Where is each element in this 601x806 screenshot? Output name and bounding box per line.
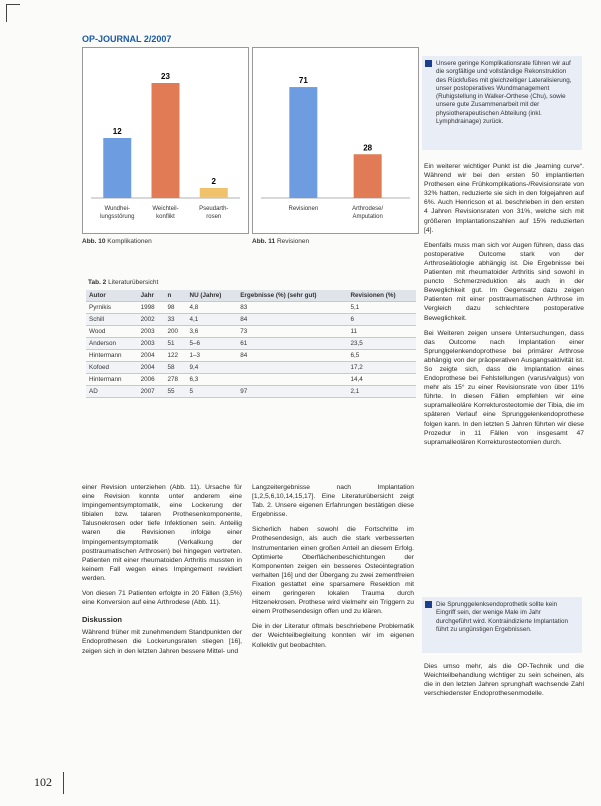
table-cell: 61 (237, 338, 347, 350)
category-label: Pseudarth- (199, 206, 229, 212)
table-cell (237, 374, 347, 386)
chart-revisions-svg (253, 48, 418, 233)
table-row (86, 302, 416, 314)
table-row (86, 338, 416, 350)
bar-value-label: 2 (211, 177, 216, 186)
table-cell: 3,6 (187, 326, 238, 338)
table-cell: Hintermann (86, 350, 138, 362)
category-label: konflikt (156, 214, 175, 220)
paragraph: Ein weiterer wichtiger Punkt ist die „learning curve“. Während wir bei den ersten 50 implantierten Prothesen eine Frühkomplikations-/Revisionsrate von 32% hatten, reduzierte sie sich in den folgejahren auf 6%. Auch Henricson et al. beschrieben in den ersten 4 Jahren Revisionsraten von 31%, welche sich mit größeren Implantationszahlen auf 15% reduzierten [4]. (424, 163, 584, 234)
table-cell: 84 (237, 314, 347, 326)
table-cell: 2,1 (347, 386, 416, 398)
bar (152, 83, 180, 198)
table-cell: 5 (187, 386, 238, 398)
table-row (86, 326, 416, 338)
table-cell: AD (86, 386, 138, 398)
category-label: rosen (206, 214, 222, 220)
table-cell: 200 (164, 326, 186, 338)
paragraph: Während früher mit zunehmendem Standpunkten der Endoprothesen die Lockerungsraten stiegen [16], zeigen sich in den letzten Jahren bessere Mittel- und (82, 629, 242, 655)
page-rule (63, 772, 64, 794)
table-cell: 6,5 (347, 350, 416, 362)
paragraph: Von diesen 71 Patienten erfolgte in 20 Fällen (3,5%) eine Konversion auf eine Arthrodese (Abb. 11). (82, 590, 242, 607)
table-cell: 23,5 (347, 338, 416, 350)
chart-complications-svg (83, 48, 248, 233)
note-square-icon (425, 601, 432, 608)
sidebar-note (422, 56, 582, 150)
note-text: Unsere geringe Komplikationsrate führen wir auf die sorgfältige und vollständige Rekonstruktion des Rückfußes mit gleichzeitiger Lateralisierung, unser postoperatives Wundmanagement (Ruhigstellung in Walker-Orthese (Chu), sowie unsere gute Zusammenarbeit mit der physiotherapeutischen Abteilung (inkl. Lymphdrainage) zurück. (436, 60, 572, 126)
paragraph: einer Revision unterziehen (Abb. 11). Ursache für eine Revision konnte unter anderem eine Impingementsymptomatik, eine Lockerung der tibialen bzw. talaren Prothesenkomponente, Talusnekrosen oder tiefe Infektionen sein. Anteilig waren die Revisionen infolge einer Impingementsymptomatik (Verkalkung der posttraumatischen Arthrosen) bei hingegen vertreten. Patienten mit einer rheumatoiden Arthritis mussten in keinem Fall wegen eines Impingement revidiert werden. (82, 484, 242, 582)
table-cell: 2003 (138, 326, 165, 338)
table-cell: Hintermann (86, 374, 138, 386)
table-cell: 55 (164, 386, 186, 398)
section-heading: Diskussion (82, 615, 123, 625)
table-cell: 278 (164, 374, 186, 386)
category-label: Amputation (352, 214, 383, 220)
table-header-row (86, 290, 416, 302)
sidebar-note (422, 597, 582, 653)
table-cell: 97 (237, 386, 347, 398)
table-cell: 17,2 (347, 362, 416, 374)
bar (103, 138, 131, 198)
table-cell: Schill (86, 314, 138, 326)
table-label: Tab. 2 (88, 279, 107, 286)
table-header-cell: NU (Jahre) (187, 290, 238, 302)
table-cell: 122 (164, 350, 186, 362)
table-cell: 2007 (138, 386, 165, 398)
table-title: Literaturübersicht (108, 279, 159, 286)
column-right-bottom (424, 662, 584, 704)
table-cell: Anderson (86, 338, 138, 350)
table-cell: 2004 (138, 362, 165, 374)
paragraph: Bei Weiteren zeigen unsere Untersuchungen, dass das Outcome nach Implantation einer Sprunggelenkendoprothese bei primärer Arthrose abhängig von der präoperativen Ausgangsaktivität ist. So zeigte sich, dass die Implantation eines Endoprothese bei Fehlstellungen (varus/valgus) von mehr als 15° zu einer Revisionsrate von über 11% führte. In diesen Fällen empfehlen wir eine supramalleoläre Korrekturosteotomie der Tibia, die im späteren Verlauf eine Sprunggelenkendoprothese folgen kann. In den letzten 5 Jahren führten wir diese Prozedur in 11 Fällen von insgesamt 47 supramalleolären Korrekturosteotomien durch. (424, 329, 584, 446)
crop-mark (6, 4, 7, 22)
table-row (86, 386, 416, 398)
bar-value-label: 23 (161, 72, 170, 81)
table-cell: Pyrnikis (86, 302, 138, 314)
column-right (424, 162, 584, 453)
table-cell: 11 (347, 326, 416, 338)
table-header-cell: Jahr (138, 290, 165, 302)
paragraph: Sicherlich haben sowohl die Fortschritte im Prothesendesign, als auch die stark verbesserten Instrumentarien einen großen Anteil an diesem Erfolg. Optimierte Oberflächenbeschichtungen der Komponenten zeigen ein besseres Osteointegration verhalten [16] und der Übergang zu zwei zementfreien Fixation gestattet eine sparsamere Resektion mit einem geringeren lokalen Trauma durch Hitzenekrosen. Prothese wird vielmehr ein Triggern zu einem Prothesendesign offen und zu klären. (252, 526, 414, 616)
table-cell: 9,4 (187, 362, 238, 374)
column-middle (252, 483, 414, 656)
table-cell: 84 (237, 350, 347, 362)
table-cell: 6 (347, 314, 416, 326)
table-row (86, 362, 416, 374)
category-label: Weichteil- (152, 206, 179, 212)
table-cell: 6,3 (187, 374, 238, 386)
table-cell: 98 (164, 302, 186, 314)
category-label: Arthrodese/ (352, 206, 384, 212)
table-cell: Wood (86, 326, 138, 338)
paragraph: Dies umso mehr, als die OP-Technik und die Weichteilbehandlung wichtiger zu sein scheinen, als die in den letzten Jahren sprunghaft wachsende Zahl verschiedenster Endoprothesenmodelle. (424, 663, 584, 698)
table-header-cell: n (164, 290, 186, 302)
table-row (86, 314, 416, 326)
table-cell: 5–6 (187, 338, 238, 350)
page-number: 102 (34, 775, 52, 789)
category-label: lungsstörung (100, 214, 135, 220)
table-header-cell: Ergebnisse (%) (sehr gut) (237, 290, 347, 302)
table-cell: 51 (164, 338, 186, 350)
bar (354, 154, 382, 198)
table-cell: 4,8 (187, 302, 238, 314)
category-label: Wundhei- (104, 206, 131, 212)
table-cell: 33 (164, 314, 186, 326)
bar (289, 87, 317, 198)
note-text: Die Sprunggelenksendoprothetik sollte kein Eingriff sein, der wenige Male im Jahr durchgeführt wird. Kontraindizierte Implantation führt zu ungünstigen Ergebnissen. (436, 601, 568, 633)
bar-value-label: 28 (363, 143, 373, 153)
chart-caption (252, 238, 309, 245)
crop-mark (6, 4, 20, 5)
table-cell: 73 (237, 326, 347, 338)
literature-table (86, 290, 416, 398)
caption-label: Abb. 10 (82, 238, 106, 245)
paragraph: Ebenfalls muss man sich vor Augen führen, dass das postoperative Outcome stark von der Arthroseätiologie abhängig ist. Die Ergebnisse bei Patienten mit rheumatoider Arthritis sind sowohl in puncto Schmerzreduktion als auch in der Beweglichkeit gut. Im Gegensatz dazu zeigen Patienten mit einer posttraumatischen Arthrose im Vergleich dazu schlechtere postoperative Beweglichkeit. (424, 241, 584, 322)
table-cell: 1998 (138, 302, 165, 314)
table-caption (88, 279, 158, 286)
bar-value-label: 12 (112, 127, 122, 136)
table-cell (237, 362, 347, 374)
table-header-cell: Autor (86, 290, 138, 302)
caption-label: Abb. 11 (252, 238, 276, 245)
table-cell: 14,4 (347, 374, 416, 386)
chart-caption (82, 238, 152, 245)
caption-text: Revisionen (276, 238, 310, 245)
paragraph: Die in der Literatur oftmals beschriebene Problematik der Weichteilbegleitung konnten wir im eigenen Kollektiv gut beobachten. (252, 623, 414, 649)
table-cell: 83 (237, 302, 347, 314)
table-cell: 2003 (138, 338, 165, 350)
column-left (82, 483, 242, 662)
table-cell: Kofoed (86, 362, 138, 374)
table-cell: 4,1 (187, 314, 238, 326)
table-cell: 2006 (138, 374, 165, 386)
table-row (86, 374, 416, 386)
table-row (86, 350, 416, 362)
table-header-cell: Revisionen (%) (347, 290, 416, 302)
caption-text: Komplikationen (107, 238, 152, 245)
journal-header: OP-JOURNAL 2/2007 (82, 34, 172, 44)
chart-complications (82, 47, 249, 234)
table-cell: 58 (164, 362, 186, 374)
bar-value-label: 71 (298, 76, 308, 86)
table-cell: 2004 (138, 350, 165, 362)
note-square-icon (425, 60, 432, 67)
table-body (86, 302, 416, 398)
category-label: Revisionen (288, 206, 319, 212)
paragraph: Langzeitergebnisse nach Implantation [1,2,5,6,10,14,15,17]. Eine Literaturübersicht zeigt Tab. 2. Unsere eigenen Erfahrungen bestätigen diese Ergebnisse. (252, 484, 414, 519)
chart-revisions (252, 47, 419, 234)
table-cell: 5,1 (347, 302, 416, 314)
table-cell: 1–3 (187, 350, 238, 362)
table-cell: 2002 (138, 314, 165, 326)
bar (200, 188, 228, 198)
